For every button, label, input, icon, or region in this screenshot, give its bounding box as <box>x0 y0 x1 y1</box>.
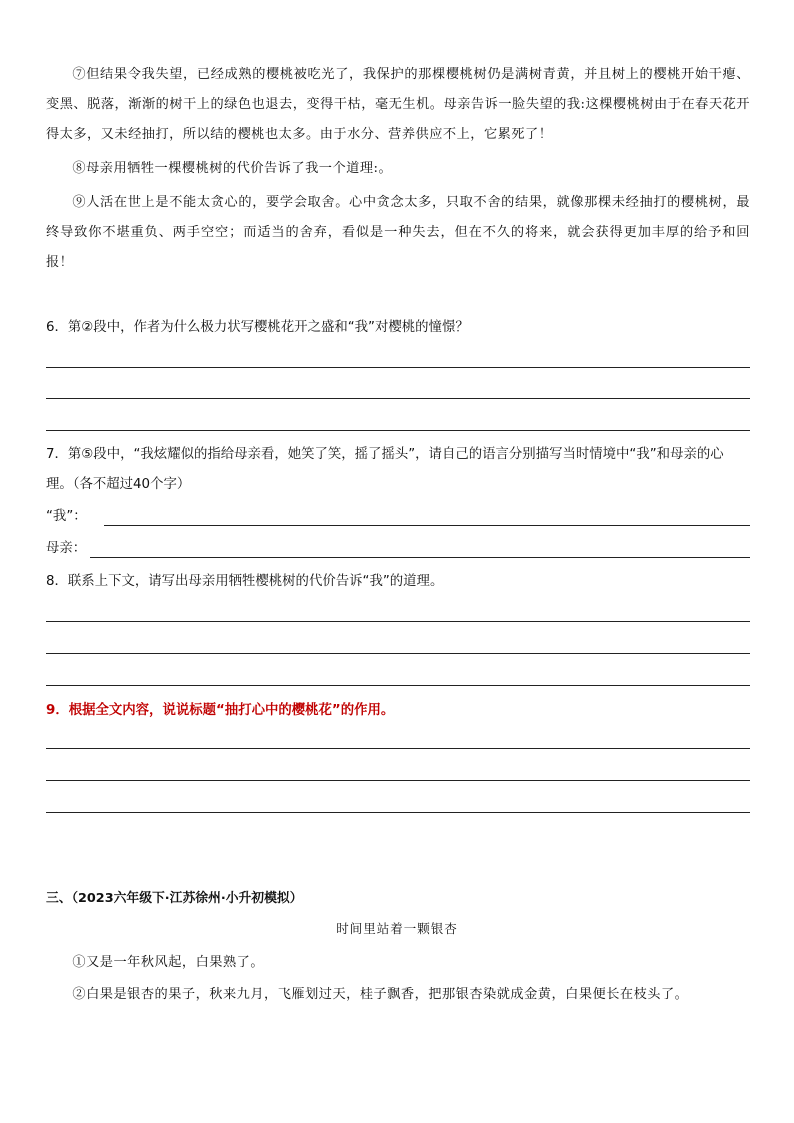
answer-row-q7-mother <box>46 538 750 560</box>
answer-line-q7-mother[interactable] <box>90 557 750 558</box>
passage-paragraph-9: ⑨人活在世上是不能太贪心的，要学会取舍。心中贪念太多，只取不舍的结果，就像那棵未经抽打的樱桃树，最终导致你不堪重负、两手空空；而适当的舍弃，看似是一种失去，但在不久的将来，就会获得更加丰厚的给予和回报！ <box>46 195 750 270</box>
answer-line-q6-3[interactable] <box>46 430 750 431</box>
passage-paragraph-7: ⑦但结果令我失望，已经成熟的樱桃被吃光了，我保护的那棵樱桃树仍是满树青黄，并且树上的樱桃开始干瘪、变黑、脱落，渐渐的树干上的绿色也退去，变得干枯，毫无生机。母亲告诉一脸失望的我:这棵樱桃树由于在春天花开得太多，又未经抽打，所以结的樱桃也太多。由于水分、营养供应不上，它累死了！ <box>46 67 750 142</box>
section-3-paragraph-2: ②白果是银杏的果子，秋来九月，飞雁划过天，桂子飘香，把那银杏染就成金黄，白果便长在枝头了。 <box>72 987 689 1002</box>
q7-mother-label: 母亲： <box>46 541 87 556</box>
answer-line-q9-2[interactable] <box>46 780 750 781</box>
answer-line-q6-2[interactable] <box>46 398 750 399</box>
answer-line-q8-3[interactable] <box>46 685 750 686</box>
answer-line-q8-1[interactable] <box>46 621 750 622</box>
section-3-paragraph-1: ①又是一年秋风起，白果熟了。 <box>72 955 265 970</box>
question-9: 9．根据全文内容，说说标题“抽打心中的樱桃花”的作用。 <box>46 703 395 718</box>
passage-paragraph-8: ⑧母亲用牺牲一棵樱桃树的代价告诉了我一个道理:。 <box>72 161 393 176</box>
question-7: 7．第⑤段中，“我炫耀似的指给母亲看，她笑了笑，摇了摇头”，请自己的语言分别描写当时情境中“我”和母亲的心理。（各不超过40个字） <box>46 447 724 492</box>
question-8: 8．联系上下文，请写出母亲用牺牲樱桃树的代价告诉“我”的道理。 <box>46 574 444 589</box>
question-6: 6．第②段中，作者为什么极力状写樱桃花开之盛和“我”对樱桃的憧憬？ <box>46 320 469 335</box>
passage-title: 时间里站着一颗银杏 <box>336 921 458 936</box>
answer-line-q9-3[interactable] <box>46 812 750 813</box>
answer-line-q6-1[interactable] <box>46 367 750 368</box>
answer-line-q7-me[interactable] <box>104 525 750 526</box>
answer-line-q8-2[interactable] <box>46 653 750 654</box>
answer-line-q9-1[interactable] <box>46 748 750 749</box>
answer-row-q7-me <box>46 506 750 528</box>
q7-me-label: “我”： <box>46 509 87 524</box>
section-3-heading: 三、（2023六年级下·江苏徐州·小升初模拟） <box>46 891 303 906</box>
